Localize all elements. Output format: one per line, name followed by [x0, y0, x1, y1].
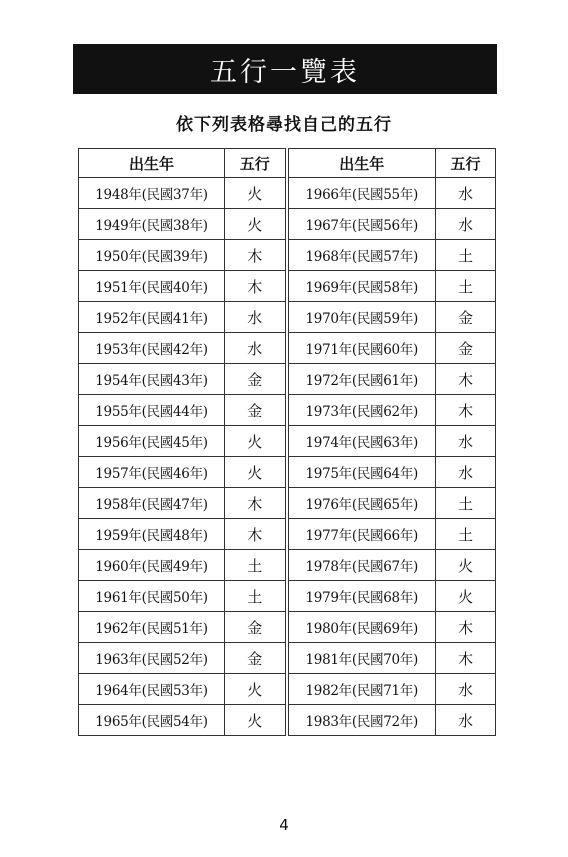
birth-year-cell: 1949年(民國38年)	[79, 209, 225, 240]
element-cell: 水	[225, 302, 287, 333]
birth-year-cell: 1973年(民國62年)	[287, 395, 436, 426]
birth-year-cell: 1950年(民國39年)	[79, 240, 225, 271]
birth-year-cell: 1977年(民國66年)	[287, 519, 436, 550]
table-row	[79, 550, 496, 581]
element-cell: 木	[436, 643, 496, 674]
table-row	[79, 612, 496, 643]
element-cell: 木	[436, 395, 496, 426]
table-row	[79, 488, 496, 519]
birth-year-cell: 1972年(民國61年)	[287, 364, 436, 395]
element-cell: 金	[225, 364, 287, 395]
table-row	[79, 302, 496, 333]
birth-year-cell: 1955年(民國44年)	[79, 395, 225, 426]
birth-year-cell: 1953年(民國42年)	[79, 333, 225, 364]
birth-year-cell: 1954年(民國43年)	[79, 364, 225, 395]
birth-year-cell: 1960年(民國49年)	[79, 550, 225, 581]
birth-year-cell: 1981年(民國70年)	[287, 643, 436, 674]
element-cell: 木	[225, 519, 287, 550]
table-body	[79, 178, 496, 736]
table-row	[79, 643, 496, 674]
header-birth-year-left: 出生年	[79, 149, 225, 178]
five-elements-table	[78, 148, 496, 736]
birth-year-cell: 1978年(民國67年)	[287, 550, 436, 581]
table-row	[79, 705, 496, 736]
element-cell: 水	[436, 705, 496, 736]
birth-year-cell: 1956年(民國45年)	[79, 426, 225, 457]
table-row	[79, 178, 496, 209]
table-row	[79, 581, 496, 612]
birth-year-cell: 1979年(民國68年)	[287, 581, 436, 612]
birth-year-cell: 1970年(民國59年)	[287, 302, 436, 333]
header-birth-year-right: 出生年	[287, 149, 436, 178]
element-cell: 金	[436, 302, 496, 333]
birth-year-cell: 1962年(民國51年)	[79, 612, 225, 643]
table-row	[79, 271, 496, 302]
element-cell: 水	[225, 333, 287, 364]
element-cell: 木	[225, 271, 287, 302]
element-cell: 火	[436, 581, 496, 612]
element-cell: 火	[225, 178, 287, 209]
element-cell: 土	[436, 519, 496, 550]
element-cell: 土	[436, 240, 496, 271]
element-cell: 水	[436, 457, 496, 488]
element-cell: 水	[436, 674, 496, 705]
element-cell: 木	[436, 364, 496, 395]
birth-year-cell: 1951年(民國40年)	[79, 271, 225, 302]
birth-year-cell: 1952年(民國41年)	[79, 302, 225, 333]
birth-year-cell: 1961年(民國50年)	[79, 581, 225, 612]
birth-year-cell: 1959年(民國48年)	[79, 519, 225, 550]
birth-year-cell: 1963年(民國52年)	[79, 643, 225, 674]
table-row	[79, 364, 496, 395]
table-row	[79, 426, 496, 457]
element-cell: 木	[225, 240, 287, 271]
element-cell: 木	[225, 488, 287, 519]
element-cell: 木	[436, 612, 496, 643]
birth-year-cell: 1968年(民國57年)	[287, 240, 436, 271]
subtitle: 依下列表格尋找自己的五行	[176, 115, 392, 135]
element-cell: 火	[436, 550, 496, 581]
birth-year-cell: 1965年(民國54年)	[79, 705, 225, 736]
element-cell: 土	[436, 488, 496, 519]
birth-year-cell: 1971年(民國60年)	[287, 333, 436, 364]
element-cell: 火	[225, 674, 287, 705]
birth-year-cell: 1982年(民國71年)	[287, 674, 436, 705]
element-cell: 土	[225, 581, 287, 612]
element-cell: 金	[225, 612, 287, 643]
element-cell: 土	[436, 271, 496, 302]
header-element-right: 五行	[436, 149, 496, 178]
element-cell: 水	[436, 209, 496, 240]
table-row	[79, 209, 496, 240]
element-cell: 金	[436, 333, 496, 364]
birth-year-cell: 1964年(民國53年)	[79, 674, 225, 705]
birth-year-cell: 1976年(民國65年)	[287, 488, 436, 519]
birth-year-cell: 1966年(民國55年)	[287, 178, 436, 209]
birth-year-cell: 1948年(民國37年)	[79, 178, 225, 209]
page-title: 五行一覽表	[210, 56, 360, 88]
birth-year-cell: 1974年(民國63年)	[287, 426, 436, 457]
element-cell: 火	[225, 209, 287, 240]
birth-year-cell: 1969年(民國58年)	[287, 271, 436, 302]
element-cell: 水	[436, 178, 496, 209]
header-element-left: 五行	[225, 149, 287, 178]
birth-year-cell: 1980年(民國69年)	[287, 612, 436, 643]
table-header-row	[79, 149, 496, 178]
birth-year-cell: 1958年(民國47年)	[79, 488, 225, 519]
element-cell: 金	[225, 643, 287, 674]
element-cell: 火	[225, 457, 287, 488]
page-number: 4	[279, 816, 289, 834]
element-cell: 水	[436, 426, 496, 457]
birth-year-cell: 1975年(民國64年)	[287, 457, 436, 488]
birth-year-cell: 1957年(民國46年)	[79, 457, 225, 488]
element-cell: 土	[225, 550, 287, 581]
element-cell: 火	[225, 426, 287, 457]
table-row	[79, 333, 496, 364]
element-cell: 金	[225, 395, 287, 426]
birth-year-cell: 1983年(民國72年)	[287, 705, 436, 736]
title-banner	[73, 44, 497, 94]
table-row	[79, 457, 496, 488]
table-row	[79, 395, 496, 426]
table-row	[79, 240, 496, 271]
table-row	[79, 519, 496, 550]
element-cell: 火	[225, 705, 287, 736]
birth-year-cell: 1967年(民國56年)	[287, 209, 436, 240]
table-row	[79, 674, 496, 705]
